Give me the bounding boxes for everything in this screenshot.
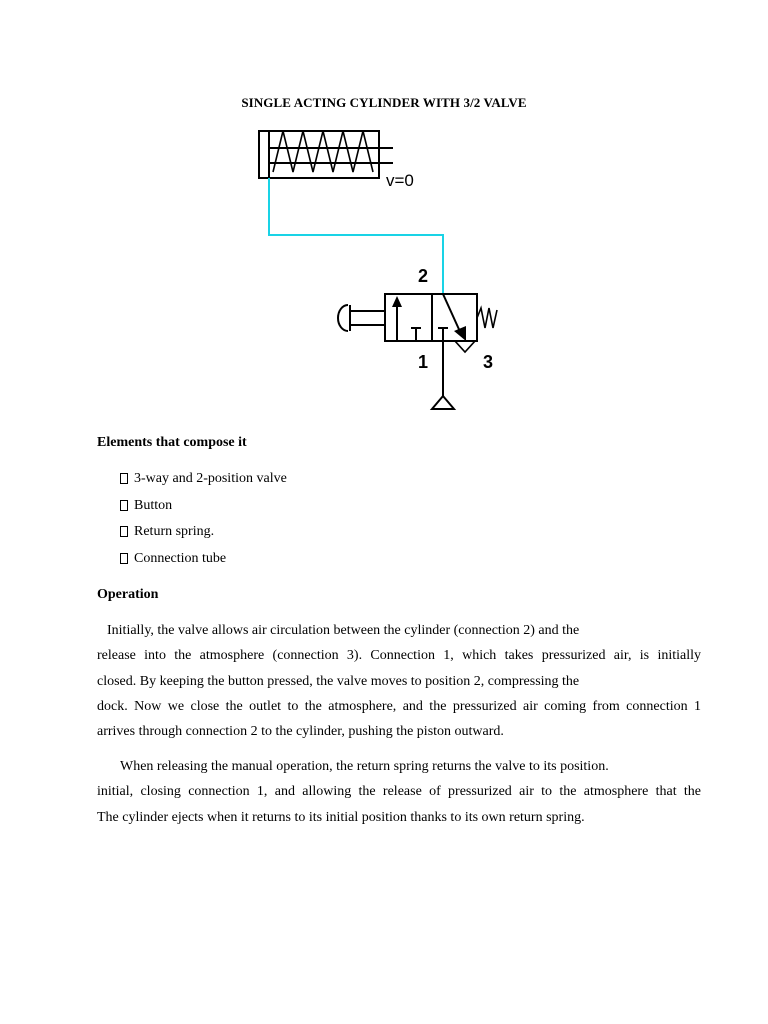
port-2-label: 2 [418, 266, 429, 286]
push-button-icon [338, 305, 348, 331]
list-item-text: Return spring. [134, 524, 215, 540]
list-item [120, 470, 287, 497]
list-item [120, 497, 287, 524]
elements-list [120, 470, 287, 577]
cylinder-spring [273, 131, 373, 172]
paragraph-line: Initially, the valve allows air circulation between the cylinder (connection 2) and the [107, 623, 580, 638]
arrow-diagonal-icon [454, 326, 466, 341]
pneumatic-circuit-diagram [0, 0, 768, 430]
port-3-label: 3 [483, 352, 494, 372]
list-item-text: Button [134, 497, 173, 513]
paragraph-line: When releasing the manual operation, the return spring returns the valve to its position. [120, 759, 609, 774]
bullet-box-icon [120, 500, 128, 511]
bullet-box-icon [120, 553, 128, 564]
bullet-box-icon [120, 473, 128, 484]
paragraph-line: closed. By keeping the button pressed, the valve moves to position 2, compressing the [97, 673, 580, 689]
list-item-text: 3-way and 2-position valve [134, 471, 287, 486]
list-item [120, 550, 287, 577]
document-title: SINGLE ACTING CYLINDER WITH 3/2 VALVE [241, 95, 527, 110]
operation-heading: Operation [97, 587, 159, 602]
port-1-label: 1 [418, 352, 429, 372]
paragraph-line: dock. Now we close the outlet to the atmosphere, and the pressurized air coming from connection 1 [97, 698, 701, 714]
operation-paragraph-1 [97, 618, 701, 744]
arrow-up-icon [392, 296, 402, 307]
list-item-text: Connection tube [134, 551, 227, 567]
elements-heading: Elements that compose it [97, 435, 247, 450]
operation-paragraph-2 [97, 754, 701, 830]
connection-tube [269, 178, 443, 294]
single-acting-cylinder [259, 131, 393, 178]
bullet-box-icon [120, 526, 128, 537]
paragraph-line: initial, closing connection 1, and allowing the release of pressurized air to the atmosphere that the [97, 784, 701, 800]
return-spring-icon [477, 308, 497, 328]
pressure-source-icon [432, 396, 454, 409]
exhaust-icon [455, 341, 475, 352]
paragraph-line: arrives through connection 2 to the cylinder, pushing the piston outward. [97, 724, 504, 740]
velocity-label: v=0 [386, 171, 414, 190]
list-item [120, 523, 287, 550]
paragraph-line: release into the atmosphere (connection 3). Connection 1, which takes pressurized air, is initially [97, 648, 701, 664]
paragraph-line: The cylinder ejects when it returns to its initial position thanks to its own return spring. [97, 809, 585, 825]
